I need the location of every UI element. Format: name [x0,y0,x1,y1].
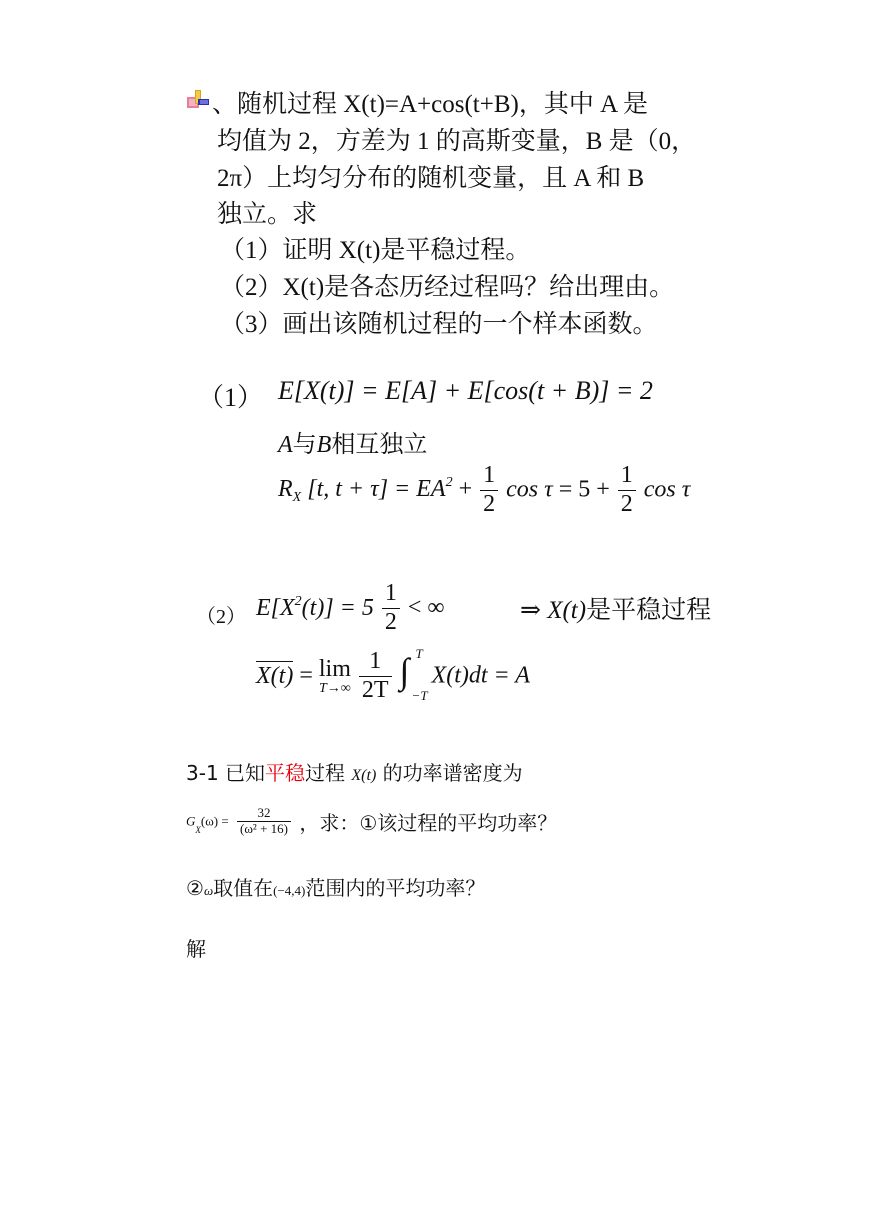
implies: ⇒ X(t) [520,597,587,624]
problem-line-3: 2π）上均匀分布的随机变量，且 A 和 B [217,165,645,192]
int-frac-den: 2T [361,676,389,703]
frac-den-2: 2 [620,490,633,517]
ex2-frac-den: 2 [384,608,397,635]
problem-3-1-psd [186,806,557,837]
question-1: （1）证明 X(t)是平稳过程。 [220,237,531,264]
int-lower: −T [411,688,428,704]
ex2-lhs: E[X [256,595,295,622]
cos-tau-1: cos τ [506,476,553,503]
question-3: （3）画出该随机过程的一个样本函数。 [220,311,658,338]
ex2-rest: (t)] = 5 [301,595,374,622]
rx-sub: X [292,489,302,505]
ask2-pre: ② [186,876,204,900]
int-upper: T [415,646,423,662]
p31-red-word: 平稳 [265,761,306,785]
solution-label-2: （2） [196,606,246,628]
ask2-tail: 范围内的平均功率？ [305,876,486,900]
g-den: (ω² + 16) [240,820,288,836]
g-arg: (ω) = [200,813,229,829]
equation-second-moment [256,580,445,636]
ask2-mid: 取值在 [213,876,274,900]
omega: ω [203,883,214,898]
plus-sign: + [458,475,473,502]
time-avg-lhs: X(t) [256,662,294,689]
p31-xt: X(t) [351,767,377,784]
var-b: B [316,432,332,458]
equation-autocorrelation [278,462,690,518]
question-2: （2）X(t)是各态历经过程吗？给出理由。 [220,274,675,301]
problem-3-1-line [186,757,523,786]
integrand: X(t)dt = A [431,662,530,689]
stationary-conclusion [520,590,711,626]
solution-label-1: （1） [198,383,264,412]
var-a: A [278,432,293,458]
answer-label: 解 [186,937,206,961]
p31-ask-1: ，求：①该过程的平均功率？ [299,810,558,835]
equation-time-average [256,648,530,704]
frac-num-2: 1 [618,462,636,491]
lim-sub: T→∞ [318,681,351,697]
g-lhs: G [186,813,196,829]
problem-3-1-ask-2 [186,872,485,901]
ex2-sup: 2 [294,594,302,610]
independence-line [278,424,427,459]
indep-with: 与 [292,430,317,458]
int-frac-num: 1 [359,648,392,677]
indep-tail: 相互独立 [331,430,428,458]
ex2-frac-num: 1 [382,580,400,609]
eq-five: = 5 + [558,476,610,503]
rx-lhs: R [278,475,293,502]
cos-tau-2: cos τ [643,476,691,503]
bullet-icon [186,88,212,112]
time-avg-eq: = [299,662,313,689]
lim: lim [318,655,351,682]
equation-expectation: E[X(t)] = E[A] + E[cos(t + B)] = 2 [278,376,653,405]
rx-arg: [t, t + τ] = EA [307,475,446,502]
rx-sup: 2 [445,474,453,490]
problem-line-4: 独立。求 [217,201,318,228]
frac-num-1: 1 [480,462,498,491]
ex2-lt-inf: < ∞ [407,594,445,621]
problem-line-2: 均值为 2，方差为 1 的高斯变量，B 是（0， [217,128,697,155]
implies-text: 是平稳过程 [586,595,712,624]
g-sub: X [195,824,201,835]
integral-sign: ∫ [399,651,410,692]
frac-den-1: 2 [483,490,496,517]
p31-prefix: 3-1 已知 [186,761,266,785]
p31-tail: 的功率谱密度为 [382,761,523,785]
g-num: 32 [237,806,291,822]
range: (−4,4) [273,883,306,898]
p31-after-red: 过程 [305,761,346,785]
problem-line-1: 、随机过程 X(t)=A+cos(t+B)，其中 A 是 [212,91,649,118]
